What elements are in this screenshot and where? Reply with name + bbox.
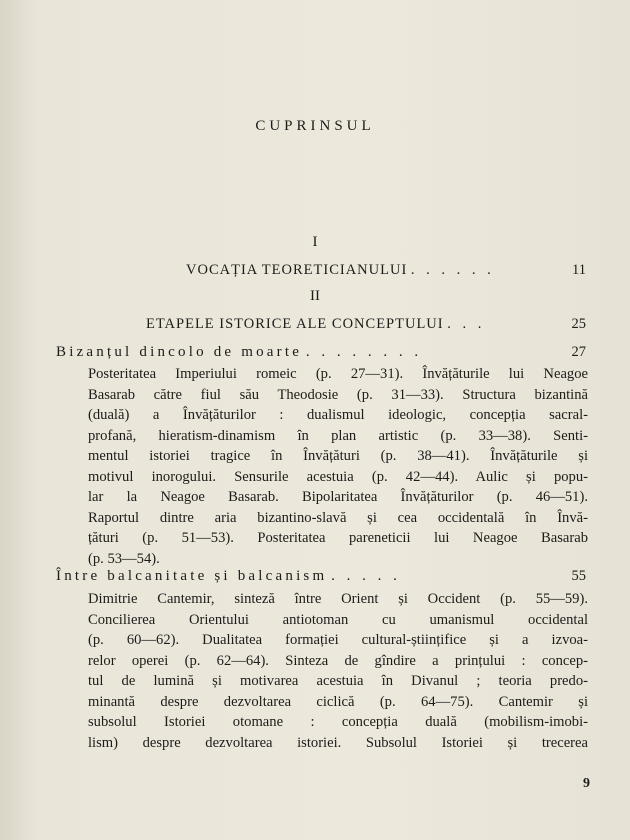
text-line: lar la Neagoe Basarab. Bipolaritatea Învățăturilor (p. 46—51). bbox=[88, 489, 588, 505]
section-summary bbox=[88, 364, 588, 569]
text-line: Posteritatea Imperiului romeic (p. 27—31). Învățăturile lui Neagoe bbox=[88, 366, 588, 382]
text-line: lism) despre dezvoltarea istoriei. Subsolul Istoriei și trecerea bbox=[88, 734, 588, 751]
text-line: minantă despre dezvoltarea ciclică (p. 64—75). Cantemir și bbox=[88, 693, 588, 710]
text-line: profană, hieratism-dinamism în plan artistic (p. 33—38). Senti- bbox=[88, 427, 588, 444]
text-line: Concilierea Orientului antiotoman cu umanismul occidental bbox=[88, 611, 588, 628]
text-line: relor operei (p. 62—64). Sinteza de gîndire a prințului : concep- bbox=[88, 652, 588, 669]
chapter-number: II bbox=[310, 288, 320, 304]
text-line: (duală) a Învățăturilor : dualismul ideologic, concepția sacral- bbox=[88, 407, 588, 423]
section-title: Între balcanitate și balcanism bbox=[56, 568, 328, 584]
page-number: 11 bbox=[572, 262, 586, 278]
leader-dots: . . . bbox=[447, 316, 486, 332]
text-line: Dimitrie Cantemir, sinteză între Orient și Occident (p. 55—59). bbox=[88, 591, 588, 607]
toc-entry bbox=[186, 262, 586, 279]
chapter-number: I bbox=[312, 234, 318, 250]
folio-page-number: 9 bbox=[583, 776, 590, 791]
section-heading bbox=[56, 344, 586, 361]
page-number: 55 bbox=[571, 568, 586, 584]
chapter-title: VOCAȚIA TEORETICIANULUI bbox=[186, 262, 408, 278]
text-line: motivul inorogului. Sensurile acestuia (p. 42—44). Aulic și popu- bbox=[88, 468, 588, 485]
text-line: subsolul Istoriei otomane : concepția duală (mobilism-imobi- bbox=[88, 714, 588, 730]
page-number: 27 bbox=[571, 344, 586, 360]
text-line: (p. 53—54). bbox=[88, 550, 160, 567]
section-heading bbox=[56, 568, 586, 585]
page-title: CUPRINSUL bbox=[255, 118, 375, 134]
leader-dots: . . . . . . . . bbox=[305, 344, 423, 360]
chapter-title: ETAPELE ISTORICE ALE CONCEPTULUI bbox=[146, 316, 444, 332]
section-title: Bizanțul dincolo de moarte bbox=[56, 344, 303, 360]
text-line: țături (p. 51—53). Posteritatea pareneticii lui Neagoe Basarab bbox=[88, 530, 588, 546]
leader-dots: . . . . . bbox=[331, 568, 401, 584]
page-number: 25 bbox=[571, 316, 586, 332]
text-line: mentul istoriei tragice în Învățături (p. 38—41). Învățăturile și bbox=[88, 448, 588, 464]
text-line: (p. 60—62). Dualitatea formației cultural-științifice și a izvoa- bbox=[88, 632, 588, 648]
section-summary bbox=[88, 589, 588, 753]
toc-entry bbox=[146, 316, 586, 333]
leader-dots: . . . . . . bbox=[410, 262, 495, 278]
text-line: tul de lumină și motivarea acestuia în Divanul ; teoria predo- bbox=[88, 673, 588, 689]
text-line: Raportul dintre aria bizantino-slavă și cea occidentală în Învă- bbox=[88, 509, 588, 526]
text-line: Basarab către fiul său Theodosie (p. 31—33). Structura bizantină bbox=[88, 386, 588, 403]
